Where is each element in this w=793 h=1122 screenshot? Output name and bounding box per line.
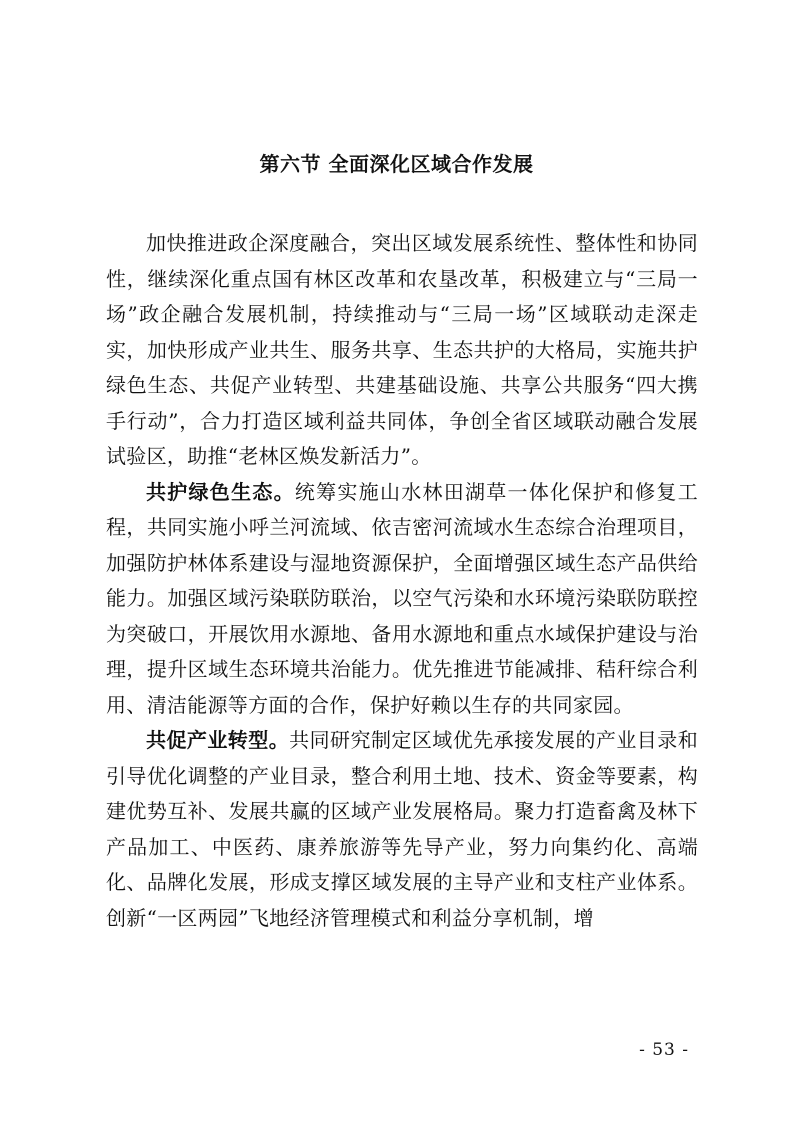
- section-title: 第六节 全面深化区域合作发展: [259, 152, 534, 176]
- page-number: - 53 -: [639, 1040, 689, 1060]
- paragraph-industry-transformation-text: 共同研究制定区域优先承接发展的产业目录和引导优化调整的产业目录，整合利用土地、技术、资金等要素，构建优势互补、发展共赢的区域产业发展格局。聚力打造畜禽及林下产品加工、中医药、康养旅游等先导产业，努力向集约化、高端化、品牌化发展，形成支撑区域发展的主导产业和支柱产业体系。创新“一区两园”飞地经济管理模式和利益分享机制，增: [106, 728, 698, 930]
- paragraph-green-ecology-lead: 共护绿色生态。: [146, 479, 295, 504]
- paragraph-industry-transformation: [106, 723, 698, 936]
- paragraph-green-ecology: [106, 475, 698, 724]
- paragraph-industry-transformation-lead: 共促产业转型。: [146, 728, 290, 752]
- paragraph-intro: [106, 226, 698, 475]
- body-text: [106, 226, 698, 936]
- paragraph-green-ecology-text: 统筹实施山水林田湖草一体化保护和修复工程，共同实施小呼兰河流域、依吉密河流域水生态综合治理项目，加强防护林体系建设与湿地资源保护，全面增强区域生态产品供给能力。加强区域污染联防联治，以空气污染和水环境污染联防联控为突破口，开展饮用水源地、备用水源地和重点水域保护建设与治理，提升区域生态环境共治能力。优先推进节能减排、秸秆综合利用、清洁能源等方面的合作，保护好赖以生存的共同家园。: [106, 479, 698, 717]
- paragraph-intro-text: 加快推进政企深度融合，突出区域发展系统性、整体性和协同性，继续深化重点国有林区改革和农垦改革，积极建立与“三局一场”政企融合发展机制，持续推动与“三局一场”区域联动走深走实，加快形成产业共生、服务共享、生态共护的大格局，实施共护绿色生态、共促产业转型、共建基础设施、共享公共服务“四大携手行动”，合力打造区域利益共同体，争创全省区域联动融合发展试验区，助推“老林区焕发新活力”。: [106, 231, 698, 468]
